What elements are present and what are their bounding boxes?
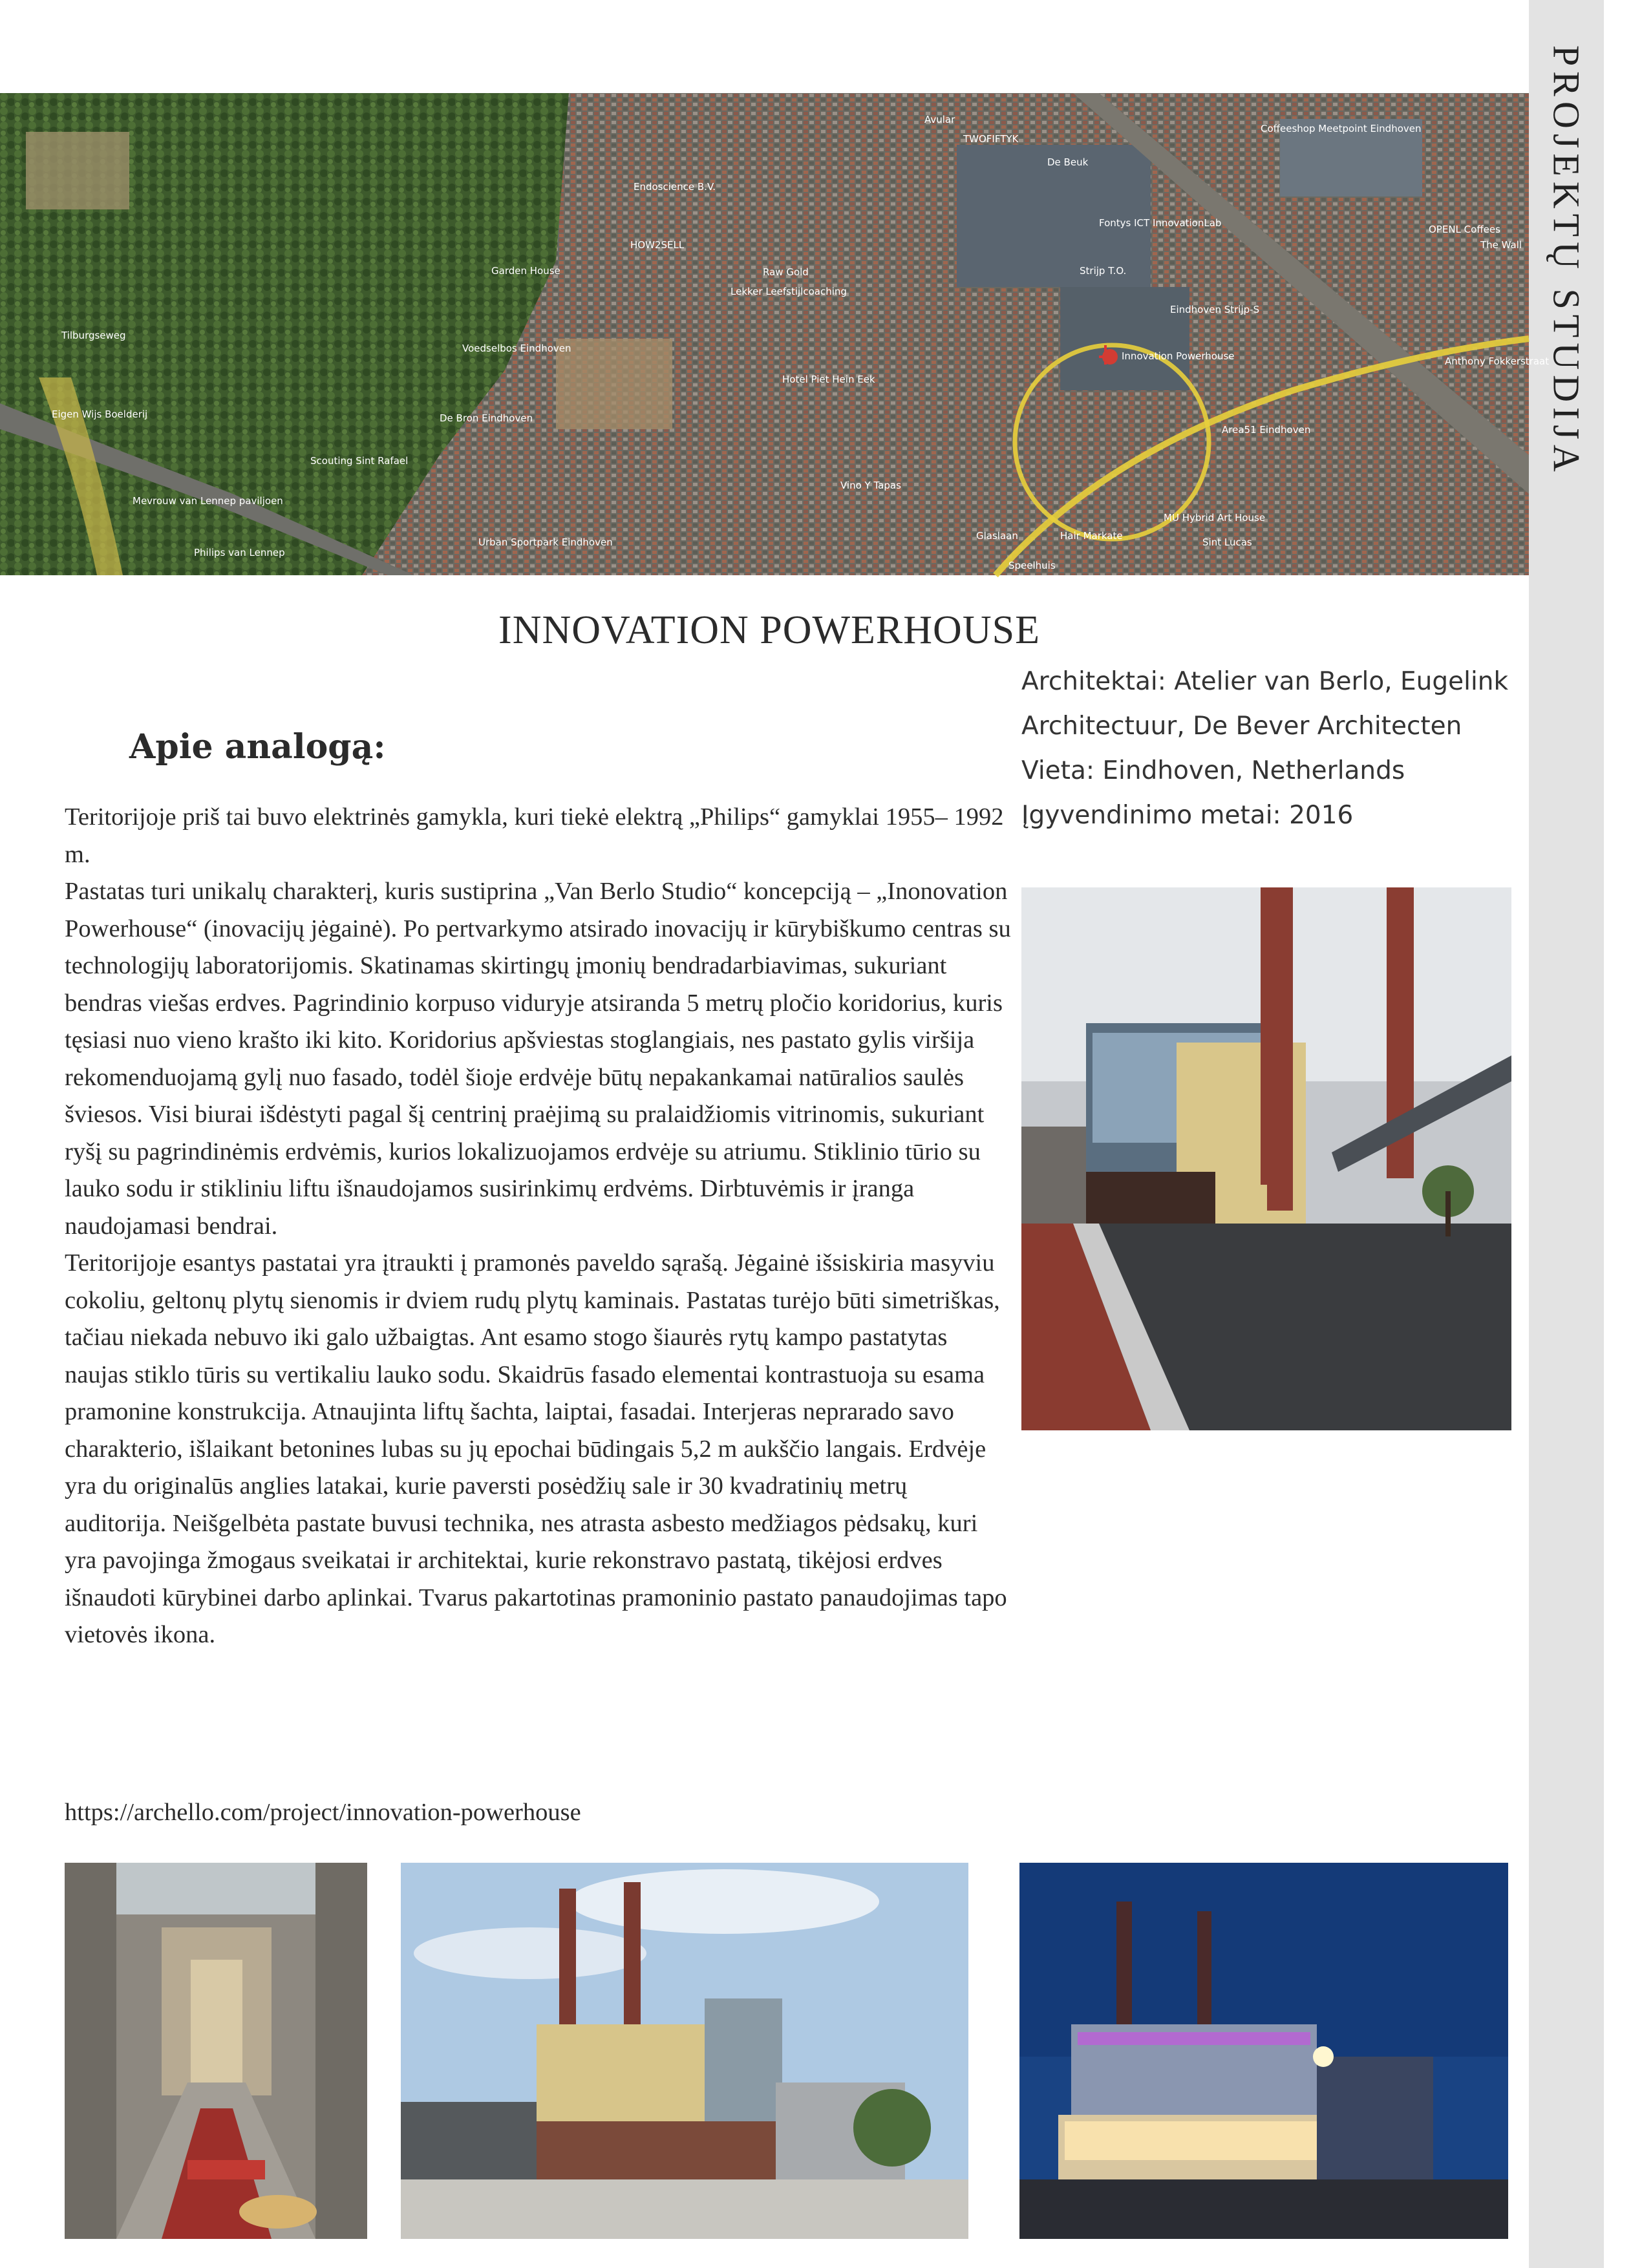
map-label: Endoscience B.V.: [634, 181, 716, 193]
map-label: Area51 Eindhoven: [1222, 424, 1311, 436]
map-label: De Beuk: [1047, 156, 1089, 168]
map-label: Innovation Powerhouse: [1122, 350, 1235, 362]
map-label: MU Hybrid Art House: [1164, 512, 1266, 524]
map-label: Glaslaan: [976, 530, 1018, 542]
info-architects-line-1: Architektai: Atelier van Berlo, Eugelink: [1021, 667, 1509, 696]
map-label: Vino Y Tapas: [840, 480, 901, 491]
paragraph: Teritorijoje priš tai buvo elektrinės gamykla, kuri tiekė elektrą „Philips“ gamyklai 1955– 1992 m.: [65, 803, 1004, 868]
section-heading: Apie analogą:: [129, 727, 386, 767]
map-label: Mevrouw van Lennep paviljoen: [133, 495, 283, 507]
map-label: Tilburgseweg: [61, 330, 126, 341]
info-architects-line-2: Architectuur, De Bever Architecten: [1021, 712, 1462, 741]
map-label: Lekker Leefstijlcoaching: [730, 286, 847, 297]
info-location: Vieta: Eindhoven, Netherlands: [1021, 756, 1405, 785]
map-label: The Wall: [1480, 239, 1522, 251]
paragraph: Pastatas turi unikalų charakterį, kuris sustiprina „Van Berlo Studio“ koncepciją – „Inonovation Powerhouse“ (inovacijų jėgainė). Po pertvarkymo atsirado inovacijų ir kūrybiškumo centras su technologijų laboratorijomis. Skatinamas skirtingų įmonių bendradarbiavimas, sukuriant bendras viešas erdves. Pagrindinio korpuso viduryje atsiranda 5 metrų pločio koridorius, kuris tęsiasi nuo vieno krašto iki kito. Koridorius apšviestas stoglangiais, nes pastato gylis viršija rekomenduojamą gylį nuo fasado, todėl šioje erdvėje būtų nepakankamai natūralios saulės šviesos. Visi biurai išdėstyti pagal šį centrinį praėjimą su pralaidžiomis vitrinomis, sukuriant ryšį su pagrindinėmis erdvėmis, kurios lokalizuojamos erdvėje su atriumu. Stiklinio tūrio su lauko sodu ir stikliniu liftu išnaudojamos susirinkimų erdvėms. Dirbtuvėmis ir įranga naudojamasi bendrai.: [65, 878, 1011, 1240]
satellite-map[interactable]: [0, 93, 1550, 575]
building-photo-day: [401, 1863, 968, 2239]
side-title: PROJEKTŲ STUDIJA: [1545, 45, 1588, 477]
map-label: Fontys ICT InnovationLab: [1099, 217, 1222, 229]
map-label: De Bron Eindhoven: [440, 412, 533, 424]
map-label: Voedselbos Eindhoven: [462, 343, 571, 354]
map-label: Scouting Sint Rafael: [310, 455, 409, 467]
map-label: Garden House: [491, 265, 560, 277]
project-info: [1021, 659, 1526, 838]
map-label: OPENL Coffees: [1429, 224, 1500, 235]
map-label: Hotel Piet Hein Eek: [782, 374, 875, 385]
map-label: Sint Lucas: [1202, 536, 1252, 548]
map-label: Philips van Lennep: [194, 547, 285, 558]
map-label: Hair Markate: [1060, 530, 1123, 542]
building-photo-exterior: [1021, 887, 1511, 1430]
building-photo-night: [1019, 1863, 1508, 2239]
map-label: Raw Gold: [763, 266, 809, 278]
map-label: HOW2SELL: [630, 239, 685, 251]
map-label: Eigen Wijs Boelderij: [52, 408, 148, 420]
info-year: Įgyvendinimo metai: 2016: [1021, 801, 1354, 830]
source-link[interactable]: https://archello.com/project/innovation-powerhouse: [65, 1799, 581, 1826]
map-label: Strijp T.O.: [1080, 265, 1127, 277]
map-label: Eindhoven Strijp-S: [1170, 304, 1260, 315]
map-label: Urban Sportpark Eindhoven: [478, 536, 613, 548]
body-text: [65, 799, 1015, 1654]
map-label: Speelhuis: [1008, 560, 1056, 571]
map-label: Avular: [924, 114, 955, 125]
map-label: Coffeeshop Meetpoint Eindhoven: [1261, 123, 1422, 134]
page-title: INNOVATION POWERHOUSE: [498, 608, 1040, 652]
map-label: TWOFIFTYK: [963, 133, 1019, 145]
paragraph: Teritorijoje esantys pastatai yra įtraukti į pramonės paveldo sąrašą. Jėgainė išsiskiria masyviu cokoliu, geltonų plytų sienomis ir dviem rudų plytų kaminais. Pastatas turėjo būti simetriškas, tačiau niekada nebuvo iki galo užbaigtas. Ant esamo stogo šiaurės rytų kampo pastatytas naujas stiklo tūris su vertikaliu lauko sodu. Skaidrūs fasado elementai kontrastuoja su esama pramonine konstrukcija. Atnaujinta liftų šachta, laiptai, fasadai. Interjeras neprarado savo charakterio, išlaikant betonines lubas su jų epochai būdingais 5,2 m aukščio langais. Erdvėje yra du originalūs anglies latakai, kurie paversti posėdžių sale ir 30 kvadratinių metrų auditorija. Neišgelbėta pastate buvusi technika, nes atrasta asbesto medžiagos pėdsakų, kuri yra pavojinga žmogaus sveikatai ir architektai, kurie rekonstravo pastatą, tikėjosi erdves išnaudoti kūrybinei darbo aplinkai. Tvarus pakartotinas pramoninio pastato panaudojimas tapo vietovės ikona.: [65, 1249, 1007, 1648]
map-label: Anthony Fokkerstraat: [1445, 355, 1550, 367]
building-photo-interior: [65, 1863, 367, 2239]
